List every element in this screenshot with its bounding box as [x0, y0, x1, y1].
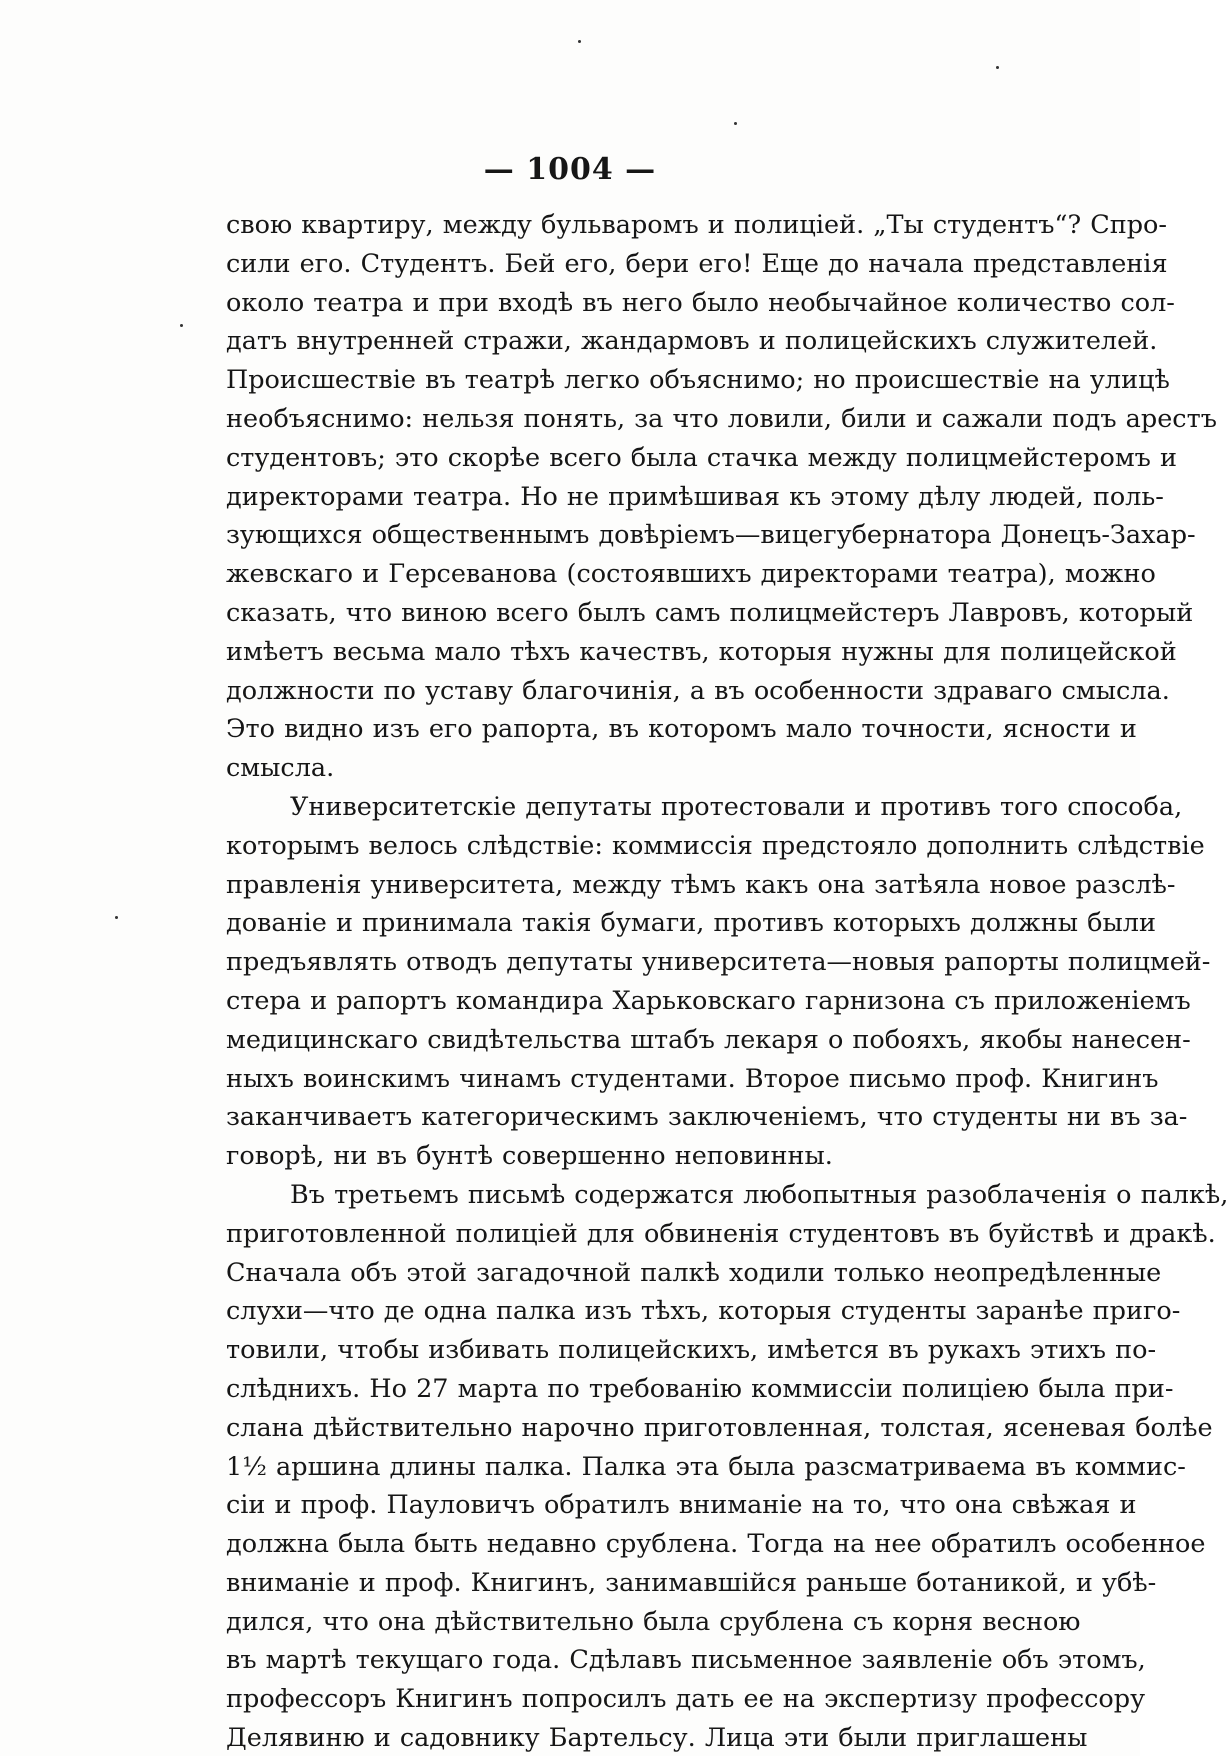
text-line: говорѣ, ни въ бунтѣ совершенно неповинны. [226, 1141, 833, 1172]
text-line: сіи и проф. Пауловичъ обратилъ вниманіе на то, что она свѣжая и [226, 1490, 1137, 1521]
text-line: стера и рапортъ командира Харьковскаго гарнизона съ приложеніемъ [226, 985, 1191, 1016]
text-line: товили, чтобы избивать полицейскихъ, имѣется въ рукахъ этихъ по- [226, 1335, 1157, 1366]
text-line: сили его. Студентъ. Бей его, бери его! Еще до начала представленія [226, 248, 1168, 279]
text-line: въ мартѣ текущаго года. Сдѣлавъ письменное заявленіе объ этомъ, [226, 1645, 1146, 1676]
text-line: студентовъ; это скорѣе всего была стачка между полицмейстеромъ и [226, 442, 1178, 473]
text-line: необъяснимо: нельзя понять, за что ловили, били и сажали подъ арестъ [226, 403, 1217, 434]
scan-speck [578, 40, 581, 43]
text-line: Университетскіе депутаты протестовали и противъ того способа, [290, 791, 1183, 822]
text-line: около театра и при входѣ въ него было необычайное количество сол- [226, 287, 1175, 318]
text-line: свою квартиру, между бульваромъ и полиціей. „Ты студентъ“? Спро- [226, 210, 1168, 240]
text-line: 1½ аршина длины палка. Палка эта была разсматриваема въ коммис- [226, 1451, 1186, 1482]
text-line: Происшествіе въ театрѣ легко объяснимо; но происшествіе на улицѣ [226, 365, 1170, 396]
text-line: датъ внутренней стражи, жандармовъ и полицейскихъ служителей. [226, 326, 1158, 357]
text-line: должности по уставу благочинія, а въ особенности здраваго смысла. [226, 675, 1170, 706]
page-number: — 1004 — [483, 152, 657, 187]
scan-speck [115, 916, 118, 919]
scan-speck [180, 324, 183, 327]
text-line: имѣетъ весьма мало тѣхъ качествъ, которыя нужны для полицейской [226, 636, 1177, 667]
text-line: профессоръ Книгинъ попросилъ дать ее на экспертизу профессору [226, 1684, 1146, 1715]
text-line: медицинскаго свидѣтельства штабъ лекаря о побояхъ, якобы нанесен- [226, 1024, 1191, 1055]
text-line: слухи—что де одна палка изъ тѣхъ, которыя студенты заранѣе приго- [226, 1296, 1181, 1327]
text-line: приготовленной полиціей для обвиненія студентовъ въ буйствѣ и дракѣ. [226, 1218, 1216, 1249]
text-line: слѣднихъ. Но 27 марта по требованію коммиссіи полиціею была при- [226, 1373, 1174, 1404]
text-line: Делявиню и садовнику Бартельсу. Лица эти были приглашены [226, 1723, 1088, 1754]
text-line: слана дѣйствительно нарочно приготовленная, толстая, ясеневая болѣе [226, 1412, 1213, 1443]
text-line: Это видно изъ его рапорта, въ которомъ мало точности, ясности и [226, 714, 1137, 745]
text-line: Въ третьемъ письмѣ содержатся любопытныя разоблаченія о палкѣ, [290, 1179, 1228, 1210]
text-line: должна была быть недавно срублена. Тогда на нее обратилъ особенное [226, 1529, 1206, 1560]
scan-speck [734, 122, 737, 125]
text-line: правленія университета, между тѣмъ какъ она затѣяла новое разслѣ- [226, 869, 1176, 900]
text-line: Сначала объ этой загадочной палкѣ ходили только неопредѣленные [226, 1257, 1162, 1288]
text-line: жевскаго и Герсеванова (состоявшихъ директорами театра), можно [226, 559, 1156, 590]
text-line: ныхъ воинскимъ чинамъ студентами. Второе письмо проф. Книгинъ [226, 1063, 1159, 1094]
text-line: зующихся общественнымъ довѣріемъ—вицегубернатора Донецъ-Захар- [226, 520, 1196, 551]
text-line: вниманіе и проф. Книгинъ, занимавшійся раньше ботаникой, и убѣ- [226, 1567, 1157, 1598]
body-text [226, 206, 1228, 1758]
text-line: которымъ велось слѣдствіе: коммиссія предстояло дополнить слѣдствіе [226, 830, 1205, 861]
text-line: предъявлять отводъ депутаты университета—новыя рапорты полицмей- [226, 947, 1211, 978]
scan-speck [996, 66, 999, 69]
text-line: дованіе и принимала такія бумаги, противъ которыхъ должны были [226, 908, 1156, 939]
text-line: сказать, что виною всего былъ самъ полицмейстеръ Лавровъ, который [226, 597, 1194, 628]
text-line: дился, что она дѣйствительно была срублена съ корня весною [226, 1606, 1081, 1637]
text-line: смысла. [226, 753, 335, 784]
text-line: заканчиваетъ категорическимъ заключеніемъ, что студенты ни въ за- [226, 1102, 1188, 1133]
text-line: директорами театра. Но не примѣшивая къ этому дѣлу людей, поль- [226, 481, 1164, 512]
